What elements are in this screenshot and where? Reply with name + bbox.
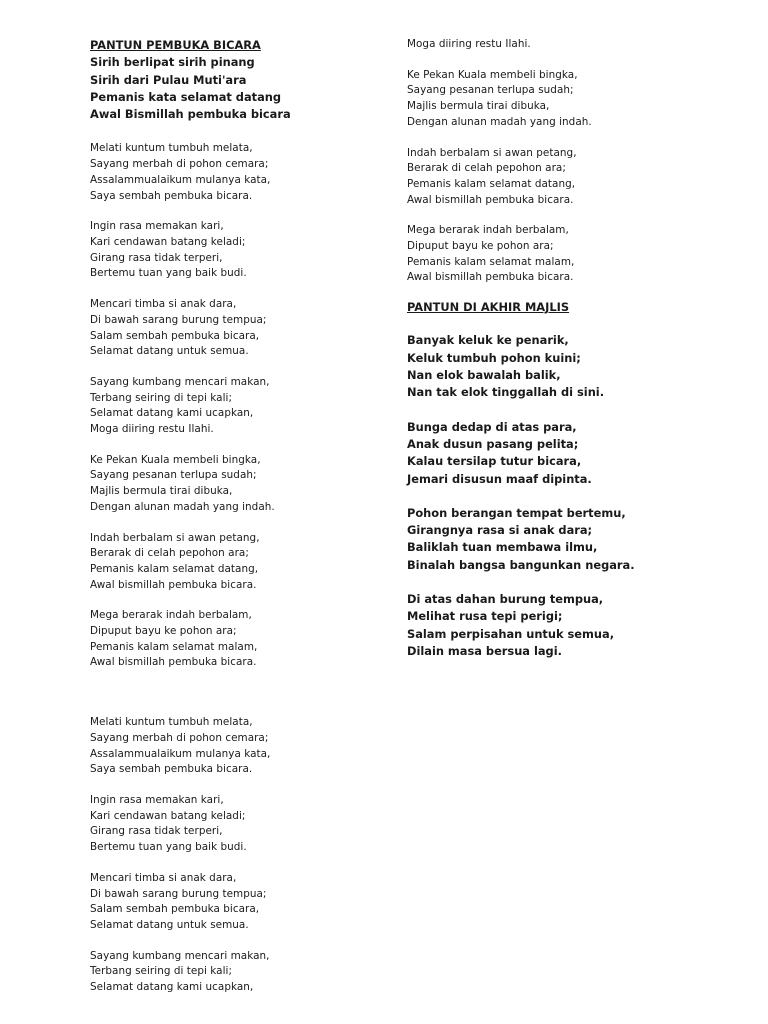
stanza-line: Pemanis kalam selamat malam, xyxy=(90,640,258,653)
stanza-line: Salam sembah pembuka bicara, xyxy=(90,903,260,916)
stanza-line: Jemari disusun maaf dipinta. xyxy=(407,471,592,486)
right-column xyxy=(407,37,737,660)
stanza xyxy=(90,871,380,934)
stanza-line: Kari cendawan batang keladi; xyxy=(90,809,246,822)
stanza-line: Saya sembah pembuka bicara. xyxy=(90,763,253,776)
stanza-line: Indah berbalam si awan petang, xyxy=(90,531,260,544)
stanza-line: Kari cendawan batang keladi; xyxy=(90,236,246,248)
stanza-line: Dilain masa bersua lagi. xyxy=(407,643,562,658)
stanza-line: Mega berarak indah berbalam, xyxy=(407,224,569,237)
stanza xyxy=(90,219,380,282)
stanza-line: Mencari timba si anak dara, xyxy=(90,298,237,311)
stanza-line: Girangnya rasa si anak dara; xyxy=(407,523,593,538)
stanza-line: Pemanis kalam selamat datang, xyxy=(407,177,576,190)
closing-stanza xyxy=(407,505,737,574)
stanza-line: Berarak di celah pepohon ara; xyxy=(407,162,566,175)
intro-stanza xyxy=(90,54,380,123)
stanza-line: Nan tak elok tinggallah di sini. xyxy=(407,385,605,400)
stanza-line: Ke Pekan Kuala membeli bingka, xyxy=(407,68,578,81)
stanza xyxy=(90,375,380,438)
stanza-line: Moga diiring restu Ilahi. xyxy=(407,38,531,50)
stanza-line: Di bawah sarang burung tempua; xyxy=(90,887,267,900)
stanza-line: Mega berarak indah berbalam, xyxy=(90,609,252,622)
stanza-line: Majlis bermula tirai dibuka, xyxy=(90,485,233,498)
section-title-akhir-majlis: PANTUN DI AKHIR MAJLIS xyxy=(407,300,570,315)
stanza-line: Majlis bermula tirai dibuka, xyxy=(407,100,550,113)
stanza-line: Keluk tumbuh pohon kuini; xyxy=(407,350,581,365)
stanza-line: Selamat datang kami ucapkan, xyxy=(90,981,254,994)
stanza-line: Selamat datang untuk semua. xyxy=(90,918,249,931)
stanza-line: Melati kuntum tumbuh melata, xyxy=(90,142,253,155)
stanza xyxy=(407,146,737,209)
closing-stanza xyxy=(407,419,737,488)
stanza-line: Moga diiring restu Ilahi. xyxy=(90,423,214,436)
stanza-line: Girang rasa tidak terperi, xyxy=(90,251,223,264)
stanza-line: Melihat rusa tepi perigi; xyxy=(407,609,563,624)
stanza-line: Assalammualaikum mulanya kata, xyxy=(90,747,271,760)
stanza xyxy=(407,68,737,131)
stanza-line: Sayang merbah di pohon cemara; xyxy=(90,158,269,171)
stanza-line: Melati kuntum tumbuh melata, xyxy=(90,716,253,729)
stanza-line: Di atas dahan burung tempua, xyxy=(407,592,604,606)
stanza-line: Pemanis kata selamat datang xyxy=(90,89,282,104)
stanza xyxy=(90,453,380,516)
stanza-line: Dengan alunan madah yang indah. xyxy=(407,115,592,128)
stanza-line: Pemanis kalam selamat datang, xyxy=(90,562,259,575)
stanza-line: Dipuput bayu ke pohon ara; xyxy=(407,240,554,253)
left-column xyxy=(90,37,380,996)
stanza-line: Baliklah tuan membawa ilmu, xyxy=(407,540,598,555)
stanza xyxy=(90,715,380,778)
stanza-line: Ingin rasa memakan kari, xyxy=(90,220,224,233)
stanza-line: Sayang pesanan terlupa sudah; xyxy=(407,84,574,97)
stanza-line: Di bawah sarang burung tempua; xyxy=(90,313,267,326)
stanza xyxy=(90,531,380,594)
stanza-line: Sayang kumbang mencari makan, xyxy=(90,949,270,962)
stanza xyxy=(90,949,380,996)
stanza-line: Saya sembah pembuka bicara. xyxy=(90,189,253,202)
stanza-line: Ke Pekan Kuala membeli bingka, xyxy=(90,453,261,466)
stanza-line: Sayang pesanan terlupa sudah; xyxy=(90,469,257,482)
stanza-line: Pohon berangan tempat bertemu, xyxy=(407,505,626,520)
stanza-line: Indah berbalam si awan petang, xyxy=(407,146,577,159)
stanza-line: Awal bismillah pembuka bicara. xyxy=(407,193,574,206)
stanza-line: Bertemu tuan yang baik budi. xyxy=(90,267,247,280)
stanza xyxy=(90,608,380,671)
stanza-line: Anak dusun pasang pelita; xyxy=(407,436,579,451)
stanza-line: Bertemu tuan yang baik budi. xyxy=(90,841,247,854)
stanza xyxy=(90,141,380,204)
stanza-line: Berarak di celah pepohon ara; xyxy=(90,547,249,560)
stanza-line: Salam perpisahan untuk semua, xyxy=(407,626,615,641)
stanza-line: Sirih berlipat sirih pinang xyxy=(90,55,255,70)
closing-stanza xyxy=(407,332,737,401)
stanza-line: Sayang merbah di pohon cemara; xyxy=(90,731,269,744)
stanza-line: Sayang kumbang mencari makan, xyxy=(90,375,270,388)
stanza-line: Kalau tersilap tutur bicara, xyxy=(407,454,582,469)
stanza-line: Awal bismillah pembuka bicara. xyxy=(90,578,257,591)
stanza xyxy=(90,793,380,856)
stanza-line: Assalammualaikum mulanya kata, xyxy=(90,173,271,186)
stanza-line: Salam sembah pembuka bicara, xyxy=(90,329,260,342)
stanza-line: Pemanis kalam selamat malam, xyxy=(407,255,575,268)
stanza-line: Binalah bangsa bangunkan negara. xyxy=(407,557,635,572)
stanza xyxy=(90,297,380,360)
stanza-line: Terbang seiring di tepi kali; xyxy=(90,391,232,404)
stanza-line: Dipuput bayu ke pohon ara; xyxy=(90,625,237,638)
section-title-pembuka: PANTUN PEMBUKA BICARA xyxy=(90,38,261,52)
stanza-line: Mencari timba si anak dara, xyxy=(90,871,237,884)
stanza-line: Ingin rasa memakan kari, xyxy=(90,793,224,806)
stanza-line: Sirih dari Pulau Muti'ara xyxy=(90,72,247,87)
stanza-line: Selamat datang kami ucapkan, xyxy=(90,407,254,420)
stanza-line: Awal bismillah pembuka bicara. xyxy=(90,656,257,669)
stanza-line: Nan elok bawalah balik, xyxy=(407,368,561,383)
stanza-line: Bunga dedap di atas para, xyxy=(407,419,577,434)
stanza-line: Terbang seiring di tepi kali; xyxy=(90,965,232,978)
stanza-line: Awal bismillah pembuka bicara. xyxy=(407,271,574,284)
stanza xyxy=(407,223,737,286)
stanza-continued xyxy=(407,37,737,53)
closing-stanza xyxy=(407,591,737,660)
stanza-line: Girang rasa tidak terperi, xyxy=(90,825,223,838)
stanza-line: Banyak keluk ke penarik, xyxy=(407,333,569,348)
stanza-line: Awal Bismillah pembuka bicara xyxy=(90,107,291,122)
stanza-line: Selamat datang untuk semua. xyxy=(90,345,249,358)
stanza-line: Dengan alunan madah yang indah. xyxy=(90,500,275,513)
